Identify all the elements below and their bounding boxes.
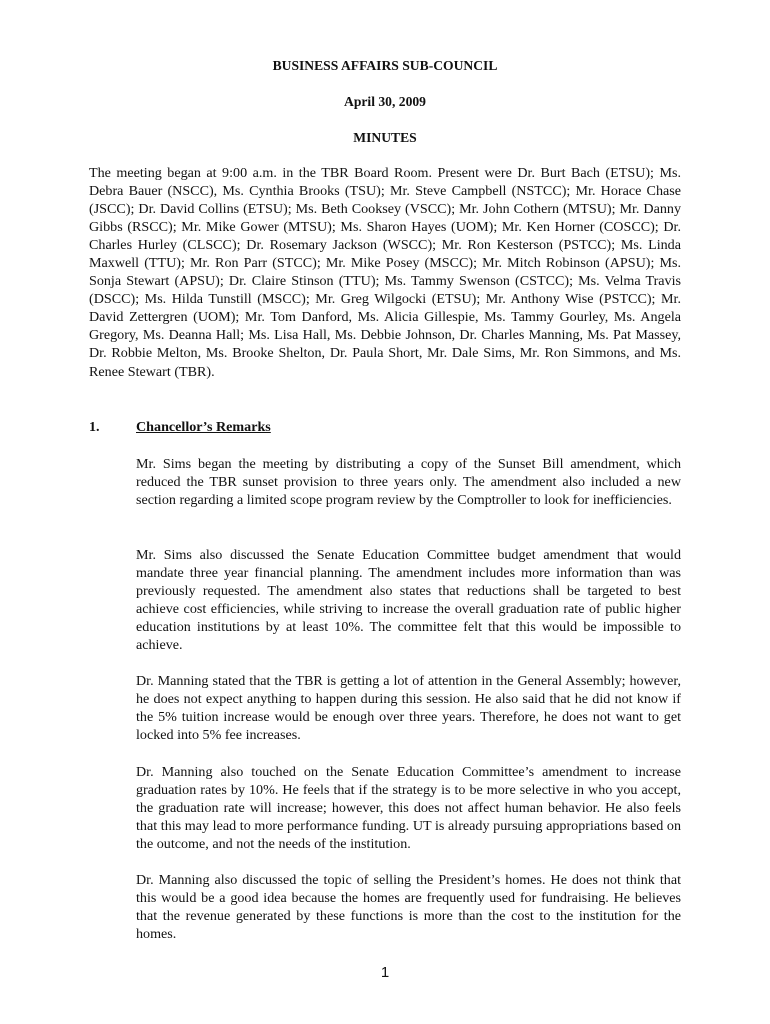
- document-subtitle: MINUTES: [353, 130, 417, 145]
- meeting-date: April 30, 2009: [344, 94, 426, 109]
- document-title: BUSINESS AFFAIRS SUB-COUNCIL: [272, 58, 498, 73]
- section-paragraph-3: Dr. Manning stated that the TBR is getting a lot of attention in the General Assembly; however, he does not expect anything to happen during this session. He also said that he did not know if the 5% tuition increase would be enough over three years. Therefore, he does not want to get locked into 5% fee increases.: [136, 673, 681, 744]
- section-paragraph-5: Dr. Manning also discussed the topic of selling the President’s homes. He does not think that this would be a good idea because the homes are frequently used for fundraising. He believes that the revenue generated by these functions is more than the cost to the institution for the homes.: [136, 872, 681, 943]
- section-paragraph-4: Dr. Manning also touched on the Senate Education Committee’s amendment to increase graduation rates by 10%. He feels that if the strategy is to be more selective in who you accept, the graduation rate will increase; however, this does not affect human behavior. He also feels that this may lead to more performance funding. UT is already pursuing appropriations based on the outcome, and not the needs of the institution.: [136, 764, 681, 853]
- page-number: 1: [380, 964, 390, 981]
- attendance-paragraph: The meeting began at 9:00 a.m. in the TBR Board Room. Present were Dr. Burt Bach (ETSU); Ms. Debra Bauer (NSCC), Ms. Cynthia Brooks (TSU); Mr. Steve Campbell (NSTCC); Mr. Horace Chase (JSCC); Dr. David Collins (ETSU); Ms. Beth Cooksey (VSCC); Mr. John Cothern (MTSU); Mr. Danny Gibbs (RSCC); Mr. Mike Gower (MTSU); Ms. Sharon Hayes (UOM); Mr. Ken Horner (COSCC); Dr. Charles Hurley (CLSCC); Dr. Rosemary Jackson (WSCC); Mr. Ron Kesterson (PSTCC); Ms. Linda Maxwell (TTU); Mr. Ron Parr (STCC); Mr. Mike Posey (MSCC); Mr. Mitch Robinson (APSU); Ms. Sonja Stewart (APSU); Dr. Claire Stinson (TTU); Ms. Tammy Swenson (CSTCC); Ms. Velma Travis (DSCC); Ms. Hilda Tunstill (MSCC); Mr. Greg Wilgocki (ETSU); Mr. Anthony Wise (PSTCC); Mr. David Zettergren (UOM); Mr. Tom Danford, Ms. Alicia Gillespie, Ms. Tammy Gourley, Ms. Angela Gregory, Ms. Deanna Hall; Ms. Lisa Hall, Ms. Debbie Johnson, Dr. Charles Manning, Ms. Pat Massey, Dr. Robbie Melton, Ms. Brooke Shelton, Dr. Paula Short, Mr. Dale Sims, Mr. Ron Simmons, and Ms. Renee Stewart (TBR).: [89, 165, 681, 380]
- section-number: 1.: [89, 419, 100, 435]
- section-title: Chancellor’s Remarks: [136, 419, 271, 435]
- section-paragraph-2: Mr. Sims also discussed the Senate Education Committee budget amendment that would mandate three year financial planning. The amendment includes more information than was previously requested. The amendment also states that reductions shall be targeted to best achieve cost efficiencies, while striving to increase the overall graduation rate of public higher education institutions by at least 10%. The committee felt that this would be impossible to achieve.: [136, 547, 681, 654]
- section-heading: [89, 418, 689, 438]
- section-paragraph-1: Mr. Sims began the meeting by distributing a copy of the Sunset Bill amendment, which reduced the TBR sunset provision to three years only. The amendment also included a new section regarding a limited scope program review by the Comptroller to look for inefficiencies.: [136, 456, 681, 509]
